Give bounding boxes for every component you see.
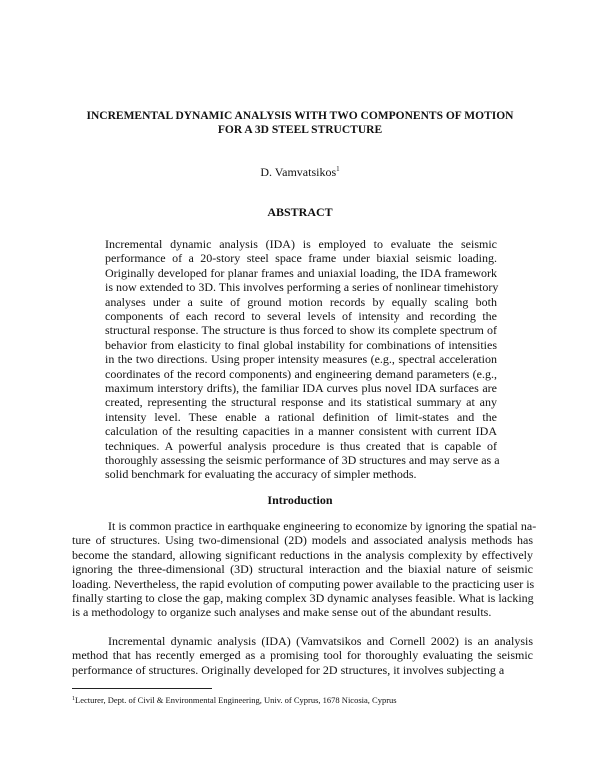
text-line: method that has recently emerged as a promising tool for thoroughly evaluating the seismic <box>72 648 533 663</box>
footnote-mark: 1 <box>336 165 340 173</box>
abstract-heading: ABSTRACT <box>267 205 333 219</box>
text-line: ture of structures. Using two-dimensional (2D) models and associated analysis methods has <box>72 533 533 548</box>
text-line: performance of structures. Originally developed for 2D structures, it involves subjecting a <box>72 662 505 677</box>
footnote <box>72 695 397 705</box>
text-line: ignoring the three-dimensional (3D) structural interaction and the biaxial nature of seismic <box>72 562 533 577</box>
footnote-text: Lecturer, Dept. of Civil & Environmental Engineering, Univ. of Cyprus, 1678 Nicosia, Cyprus <box>75 695 397 705</box>
text-line: created, representing the structural response and its statistical summary at any <box>105 395 497 410</box>
text-line: maximum interstory drifts), the familiar IDA curves plus novel IDA surfaces are <box>105 381 497 395</box>
text-line: techniques. A powerful analysis procedure is thus created that is capable of <box>105 438 497 453</box>
text-line: intensity level. These enable a rational definition of limit-states and the <box>105 409 497 424</box>
text-line: finally starting to close the gap, making complex 3D dynamic analyses feasible. What is lacking <box>72 591 534 605</box>
text-line: performance of a 20-story steel space frame under biaxial seismic loading. <box>105 251 497 266</box>
text-line: coordinates of the record components) and engineering demand parameters (e.g., <box>105 366 497 381</box>
text-line: Originally developed for planar frames and uniaxial loading, the IDA framework <box>105 265 497 280</box>
footnote-rule <box>72 688 212 689</box>
section-heading-introduction: Introduction <box>267 493 333 507</box>
text-line: solid benchmark for evaluating the accuracy of simpler methods. <box>105 467 417 482</box>
title-line: FOR A 3D STEEL STRUCTURE <box>217 124 383 136</box>
footnote-mark: 1 <box>72 696 75 702</box>
text-line: is a methodology to organize such analyses and make sense out of the abundant results. <box>72 605 492 620</box>
text-line: loading. Nevertheless, the rapid evolution of computing power available to the practicing user is <box>72 576 535 591</box>
text-line: structural response. The structure is thus forced to show its complete spectrum of <box>105 323 497 338</box>
text-line: Incremental dynamic analysis (IDA) (Vamvatsikos and Cornell 2002) is an analysis <box>108 634 533 648</box>
text-line: analyses under a suite of ground motion records by equally scaling both <box>105 294 497 309</box>
title-line: INCREMENTAL DYNAMIC ANALYSIS WITH TWO COMPONENTS OF MOTION <box>86 110 514 122</box>
text-line: It is common practice in earthquake engineering to economize by ignoring the spatial na- <box>108 519 537 533</box>
text-line: components of each record to several levels of intensity and recording the <box>105 309 497 323</box>
text-line: in the two directions. Using proper intensity measures (e.g., spectral acceleration <box>105 352 497 367</box>
text-line: calculation of the resulting capacities in a manner consistent with current IDA <box>105 424 497 439</box>
author-name: D. Vamvatsikos <box>260 165 337 179</box>
text-line: thoroughly assessing the seismic performance of 3D structures and may serve as a <box>105 453 500 467</box>
text-line: behavior from elasticity to final global instability for combinations of intensities <box>105 337 497 352</box>
author <box>0 165 600 180</box>
text-line: is now extended to 3D. This involves performing a series of nonlinear timehistory <box>105 280 499 295</box>
text-line: become the standard, allowing significant reductions in the analysis complexity by effectively <box>72 547 533 562</box>
text-line: Incremental dynamic analysis (IDA) is employed to evaluate the seismic <box>105 237 497 251</box>
